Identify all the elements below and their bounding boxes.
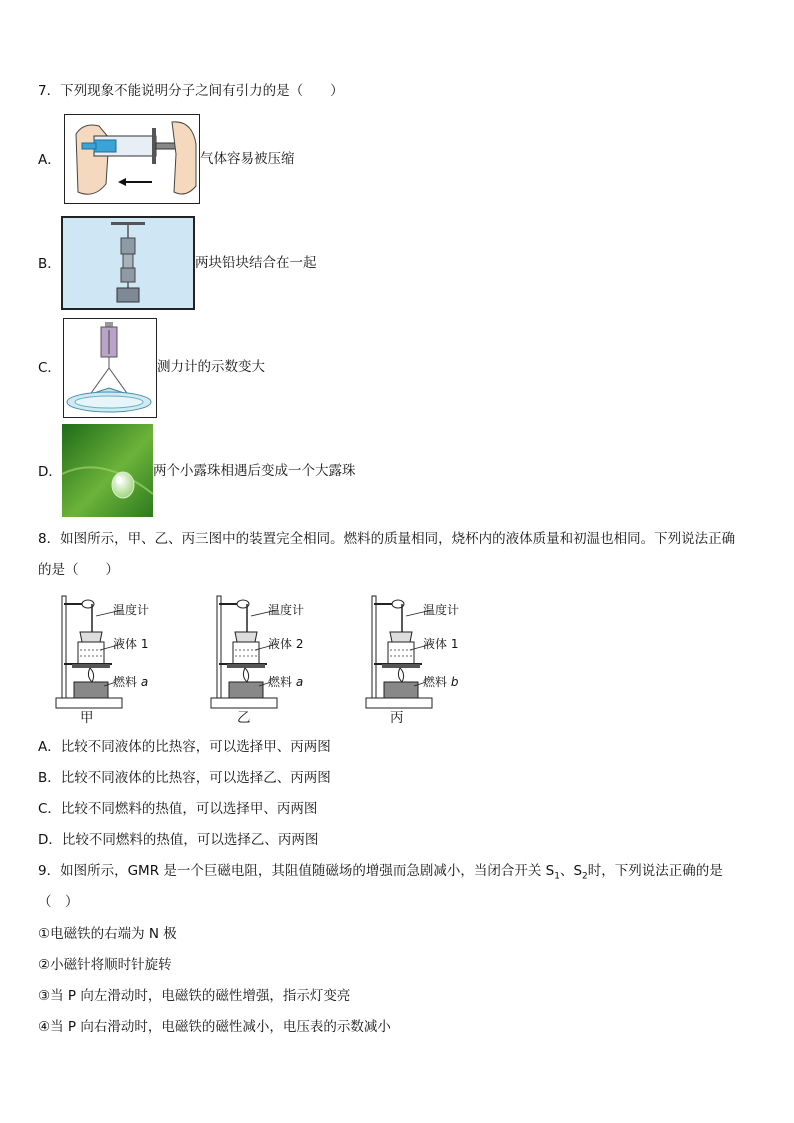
q8-option-a: A．比较不同液体的比热容，可以选择甲、丙两图 [38, 739, 331, 755]
apparatus-bing [360, 590, 480, 730]
q7-stem: 7．下列现象不能说明分子之间有引力的是（ ） [38, 83, 344, 99]
yi-liquid-label: 液体 2 [268, 637, 304, 651]
q7-option-d-text: 两个小露珠相遇后变成一个大露珠 [153, 463, 356, 479]
q7-option-a-text: 气体容易被压缩 [200, 151, 295, 167]
q9-statement-4: ④当 P 向右滑动时，电磁铁的磁性减小，电压表的示数减小 [38, 1019, 391, 1035]
q9-statement-2: ②小磁针将顺时针旋转 [38, 957, 172, 973]
q8-option-c: C．比较不同燃料的热值，可以选择甲、丙两图 [38, 801, 318, 817]
q8-option-d: D．比较不同燃料的热值，可以选择乙、丙两图 [38, 832, 319, 848]
q7-option-d-letter: D． [38, 464, 62, 480]
bing-fuel-label: 燃料 b [423, 675, 459, 689]
q9-statement-3: ③当 P 向左滑动时，电磁铁的磁性增强，指示灯变亮 [38, 988, 351, 1004]
lead-blocks-image [61, 216, 195, 310]
dewdrop-leaf-image [62, 424, 153, 517]
spring-scale-image [63, 318, 157, 418]
bing-liquid-label: 液体 1 [423, 637, 459, 651]
q8-stem-line2: 的是（ ） [38, 562, 119, 578]
syringe-image [64, 114, 200, 204]
q8-option-b: B．比较不同液体的比热容，可以选择乙、丙两图 [38, 770, 331, 786]
q7-option-a-letter: A． [38, 152, 61, 168]
q9-statement-1: ①电磁铁的右端为 N 极 [38, 926, 177, 942]
q9-stem-line1: 9．如图所示，GMR 是一个巨磁电阻，其阻值随磁场的增强而急剧减小，当闭合开关 $S_1$、$S_2$时，下列说法正确的是 [38, 863, 723, 882]
yi-thermometer-label: 温度计 [268, 603, 305, 617]
q7-option-c-text: 测力计的示数变大 [157, 359, 265, 375]
jia-caption: 甲 [80, 710, 94, 726]
apparatus-jia [50, 590, 170, 730]
jia-thermometer-label: 温度计 [113, 603, 150, 617]
q7-option-b-text: 两块铅块结合在一起 [195, 255, 317, 271]
bing-thermometer-label: 温度计 [423, 603, 460, 617]
apparatus-yi [205, 590, 325, 730]
jia-liquid-label: 液体 1 [113, 637, 149, 651]
bing-caption: 丙 [390, 710, 404, 726]
q9-stem-line2: （ ） [38, 894, 79, 910]
yi-caption: 乙 [237, 710, 251, 726]
jia-fuel-label: 燃料 a [113, 675, 149, 689]
q8-stem-line1: 8．如图所示，甲、乙、丙三图中的装置完全相同。燃料的质量相同，烧杯内的液体质量和初温也相同。下列说法正确 [38, 531, 736, 547]
q7-option-b-letter: B． [38, 256, 61, 272]
yi-fuel-label: 燃料 a [268, 675, 304, 689]
q7-option-c-letter: C． [38, 360, 61, 376]
